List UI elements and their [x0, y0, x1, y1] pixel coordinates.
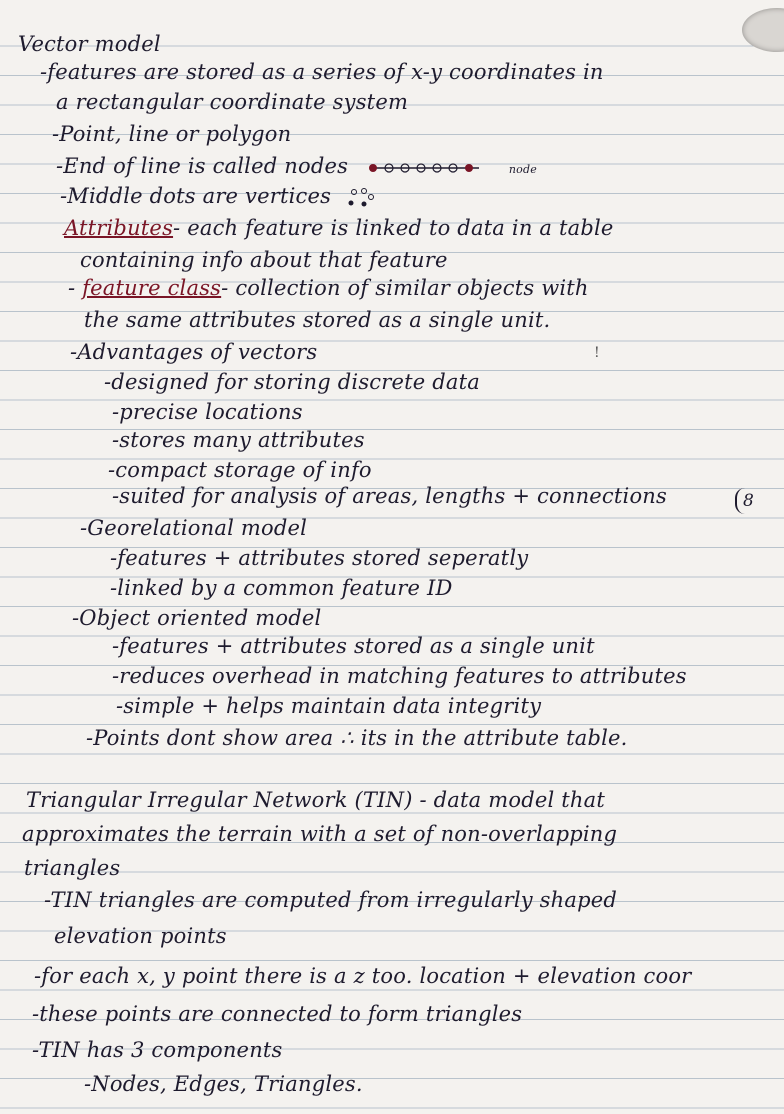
- bullet-dash: -: [68, 276, 83, 300]
- vertices-drawing: [346, 187, 376, 209]
- note-line: -linked by a common feature ID: [110, 576, 453, 600]
- note-text: -Middle dots are vertices: [60, 184, 332, 208]
- note-line: containing info about that feature: [80, 248, 448, 272]
- note-line: -stores many attributes: [112, 428, 365, 452]
- note-line: the same attributes stored as a single unit.: [84, 308, 551, 332]
- note-line: -features + attributes stored seperatly: [110, 546, 529, 570]
- term-feature-class: feature class: [82, 276, 222, 300]
- margin-note: 8: [735, 488, 754, 514]
- note-line: a rectangular coordinate system: [56, 90, 409, 114]
- note-line-nodes: [56, 156, 537, 177]
- note-line: -features are stored as a series of x-y coordinates in: [40, 60, 604, 84]
- note-text: - collection of similar objects with: [221, 276, 589, 300]
- note-line: -suited for analysis of areas, lengths + connections: [112, 484, 667, 508]
- note-line: -precise locations: [112, 400, 303, 424]
- note-text: - each feature is linked to data in a table: [173, 216, 614, 240]
- note-line: -Advantages of vectors: [70, 340, 318, 364]
- note-line: -Points dont show area ∴ its in the attribute table.: [86, 726, 628, 750]
- note-line: -TIN triangles are computed from irregularly shaped: [44, 888, 618, 912]
- node-dots-drawing: [367, 161, 502, 175]
- heading-vector-model: Vector model: [18, 32, 161, 56]
- note-line: triangles: [24, 856, 121, 880]
- note-text: -End of line is called nodes: [56, 154, 349, 178]
- binder-hole: [742, 8, 784, 52]
- note-line: -these points are connected to form triangles: [32, 1002, 523, 1026]
- note-line: -designed for storing discrete data: [104, 370, 480, 394]
- heading-tin: Triangular Irregular Network (TIN) - data model that: [26, 788, 605, 812]
- note-line-feature-class: [68, 278, 589, 299]
- note-line: -simple + helps maintain data integrity: [116, 694, 542, 718]
- note-line: -compact storage of info: [108, 458, 372, 482]
- margin-mark: !: [594, 345, 600, 361]
- note-line: -features + attributes stored as a single unit: [112, 634, 595, 658]
- note-line-vertices: [60, 186, 376, 209]
- note-line: -Nodes, Edges, Triangles.: [84, 1072, 363, 1096]
- note-line: -for each x, y point there is a z too. location + elevation coor: [34, 964, 692, 988]
- note-line: -reduces overhead in matching features to attributes: [112, 664, 687, 688]
- note-line: -Georelational model: [80, 516, 308, 540]
- note-line-attributes: [64, 218, 614, 239]
- note-line: approximates the terrain with a set of non-overlapping: [22, 822, 618, 846]
- term-attributes: Attributes: [64, 216, 174, 240]
- note-line: -Point, line or polygon: [52, 122, 292, 146]
- note-line: elevation points: [54, 924, 227, 948]
- note-line: -TIN has 3 components: [32, 1038, 283, 1062]
- note-line: -Object oriented model: [72, 606, 322, 630]
- node-label: node: [508, 163, 537, 176]
